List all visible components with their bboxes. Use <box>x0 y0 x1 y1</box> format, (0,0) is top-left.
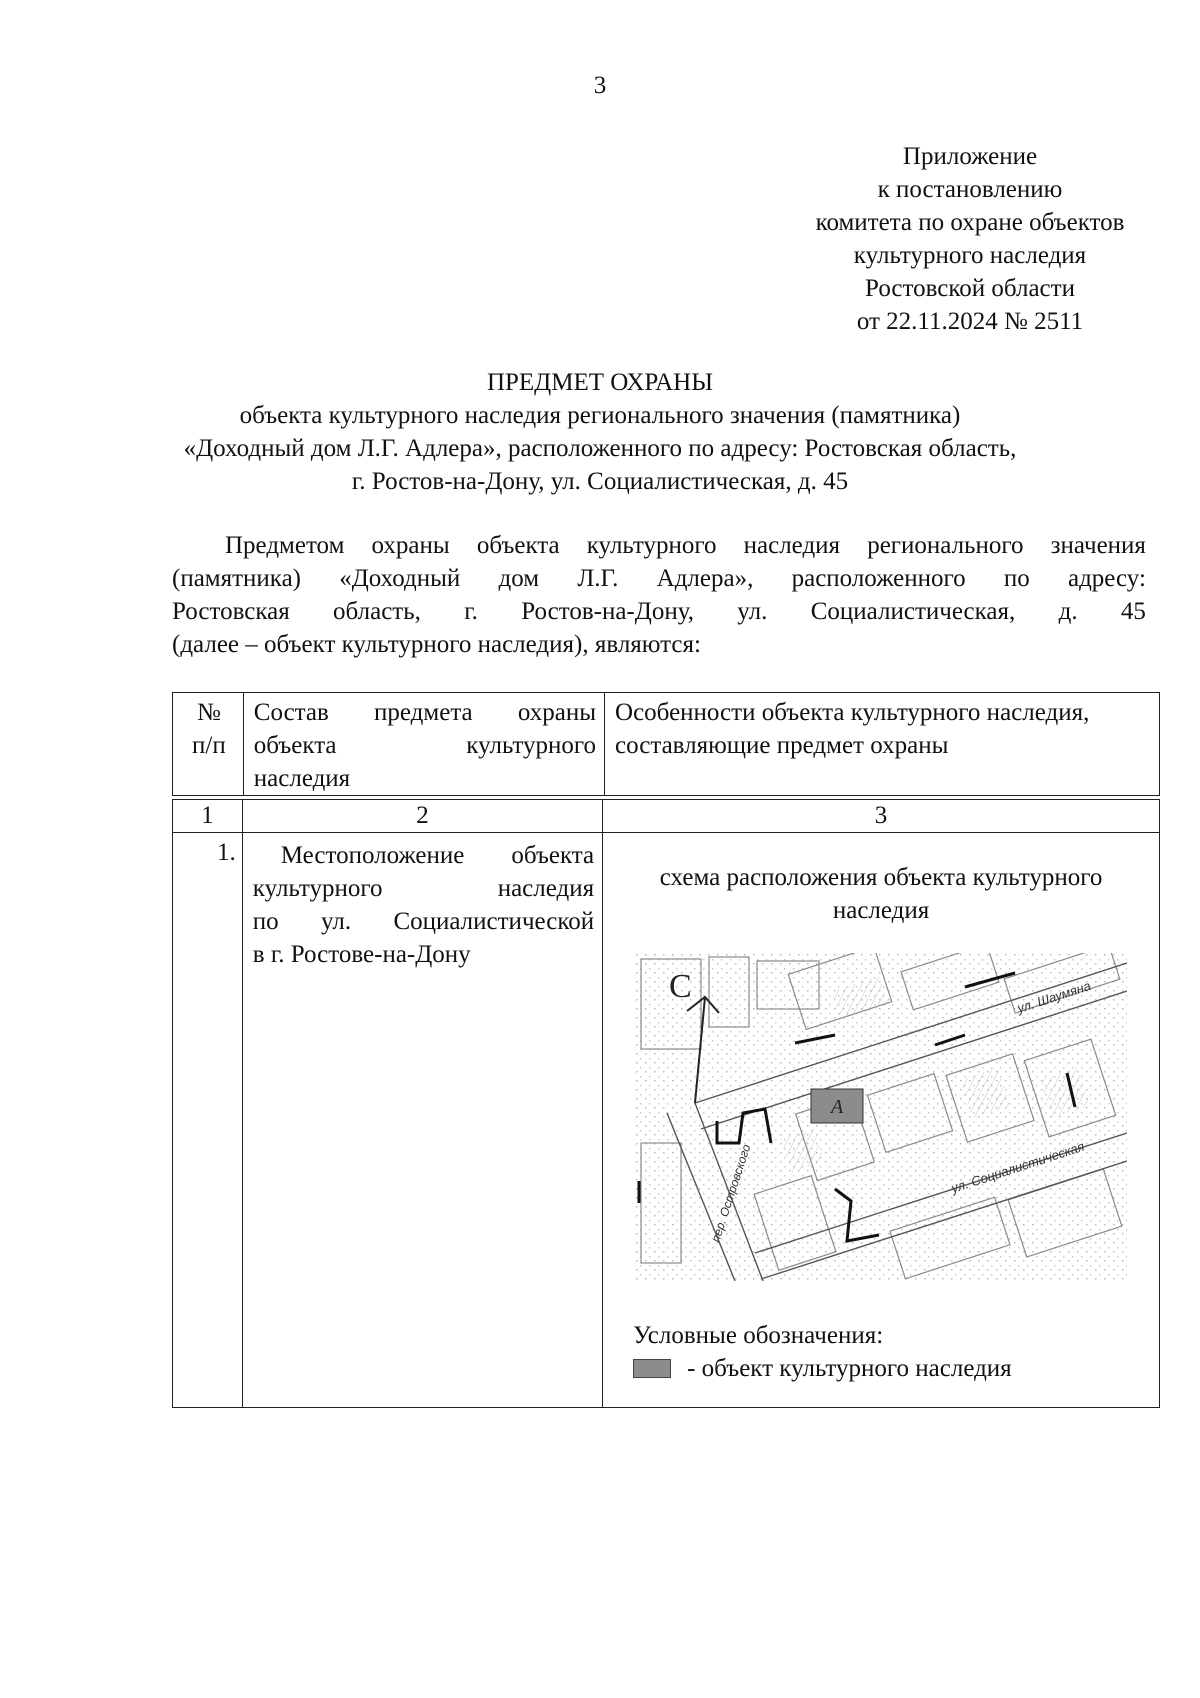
word: объекта <box>253 732 337 759</box>
word: дом <box>498 565 540 592</box>
table-body <box>172 799 1160 1408</box>
intro-line: (далее – объект культурного наследия), являются: <box>172 631 701 658</box>
header-cell-number: № п/п <box>173 693 244 796</box>
word: Социалистической <box>393 908 595 935</box>
table-header <box>172 692 1160 796</box>
appendix-block <box>790 140 1150 338</box>
appendix-line: от 22.11.2024 № 2511 <box>856 308 1084 335</box>
word: Предметом <box>225 532 345 559</box>
intro-paragraph <box>172 529 1146 661</box>
word: значения <box>1050 532 1146 559</box>
word: по <box>252 908 279 935</box>
header-cell-composition: Состав предмета охраны объекта культурного наследия <box>243 693 604 796</box>
word: объекта <box>511 842 595 869</box>
word: Адлера», <box>656 565 754 592</box>
title-line: объекта культурного наследия регионального значения (памятника) <box>239 402 961 429</box>
word: предмета <box>374 699 473 726</box>
heritage-swatch-icon <box>633 1359 671 1378</box>
word: по <box>1003 565 1030 592</box>
title-line: г. Ростов-на-Дону, ул. Социалистическая, д. 45 <box>351 468 849 495</box>
appendix-line: Приложение <box>902 143 1038 170</box>
document-title <box>0 366 1200 498</box>
header-cell-features: Особенности объекта культурного наследия, составляющие предмет охраны <box>605 693 1160 796</box>
street-label: ул. Социалистическая <box>949 1138 1087 1196</box>
word: Ростовская <box>172 598 290 625</box>
word: культурного <box>586 532 717 559</box>
word: культурного <box>466 732 597 759</box>
object-label: А <box>831 1096 844 1118</box>
north-label: С <box>669 968 692 1005</box>
table-row <box>173 833 1160 1408</box>
word: ул. <box>737 598 768 625</box>
word: Ростов-на-Дону, <box>521 598 694 625</box>
appendix-line: культурного наследия <box>853 242 1087 269</box>
word: Состав <box>253 699 329 726</box>
word: «Доходный <box>339 565 461 592</box>
word: г. <box>464 598 478 625</box>
row-number-cell: 1. <box>173 833 243 1408</box>
title-line: «Доходный дом Л.Г. Адлера», расположенного по адресу: Ростовская область, <box>183 435 1017 462</box>
word: ул. <box>320 908 352 935</box>
word: наследия <box>497 875 595 902</box>
legend-title: Условные обозначения: <box>633 1322 884 1349</box>
word: объекта <box>476 532 560 559</box>
numbering-cell: 3 <box>603 800 1160 833</box>
features-cell <box>603 833 1160 1408</box>
scheme-title: схема расположения объекта культурного наследия <box>659 864 1103 924</box>
composition-cell: Местоположение объекта культурного наследия по ул. Социалистической в г. Ростове-на-Дону <box>242 833 602 1408</box>
word: культурного <box>252 875 383 902</box>
word: охраны <box>371 532 450 559</box>
numbering-cell: 2 <box>242 800 602 833</box>
legend-item-label: - объект культурного наследия <box>687 1355 1012 1382</box>
street-label: пер. Островского <box>708 1142 754 1244</box>
intro-line <box>172 529 1146 562</box>
street-label: ул. Шаумяна <box>1015 977 1093 1016</box>
word: регионального <box>867 532 1024 559</box>
word: охраны <box>517 699 597 726</box>
legend <box>633 1319 1159 1385</box>
word: 45 <box>1120 598 1146 625</box>
location-map <box>635 953 1127 1281</box>
intro-line <box>172 595 1146 628</box>
title-heading: ПРЕДМЕТ ОХРАНЫ <box>486 369 714 396</box>
legend-item <box>633 1352 1159 1385</box>
appendix-line: комитета по охране объектов <box>815 209 1125 236</box>
appendix-line: к постановлению <box>877 176 1063 203</box>
numbering-row <box>173 800 1160 833</box>
word: адресу: <box>1067 565 1146 592</box>
word: (памятника) <box>172 565 301 592</box>
word: область, <box>333 598 421 625</box>
numbering-cell: 1 <box>173 800 243 833</box>
intro-line <box>172 562 1146 595</box>
word: Л.Г. <box>577 565 619 592</box>
word: Социалистическая, <box>810 598 1016 625</box>
page-number: 3 <box>593 72 607 99</box>
word: д. <box>1058 598 1078 625</box>
word: Местоположение <box>280 842 465 869</box>
word: наследия <box>743 532 841 559</box>
word: расположенного <box>791 565 966 592</box>
appendix-line: Ростовской области <box>865 275 1075 302</box>
